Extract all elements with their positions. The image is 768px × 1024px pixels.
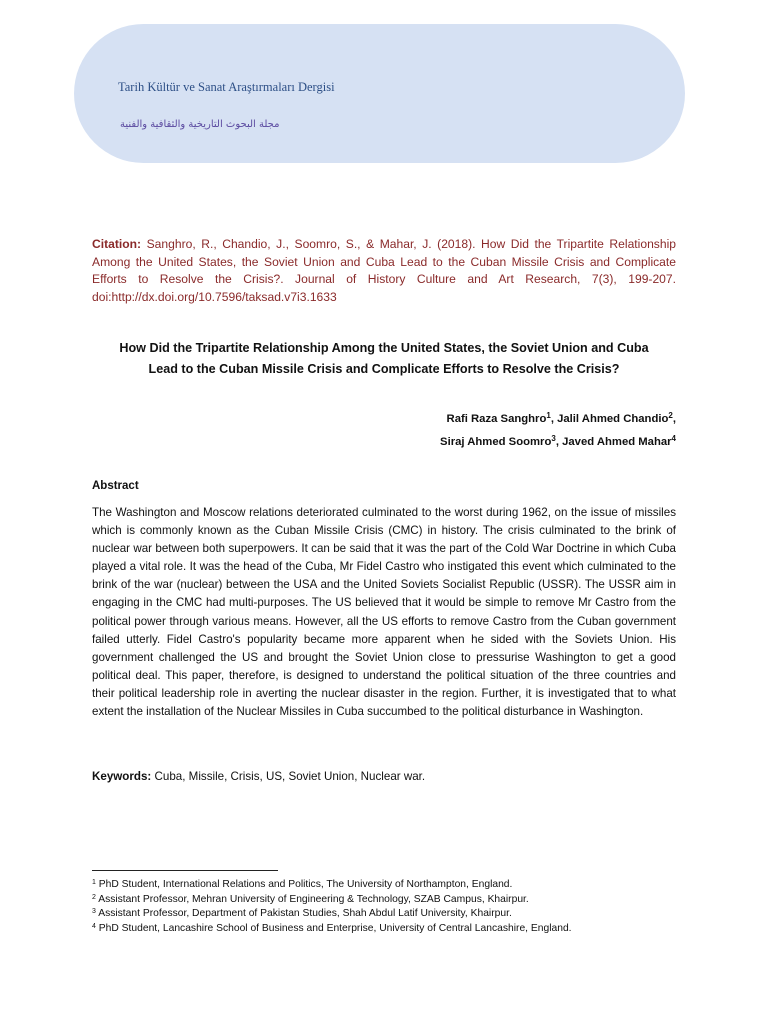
author-name: Javed Ahmed Mahar <box>562 436 672 448</box>
author-name: Jalil Ahmed Chandio <box>557 413 669 425</box>
author-separator: , <box>672 413 676 425</box>
keywords-text: Cuba, Missile, Crisis, US, Soviet Union, Nuclear war. <box>151 770 426 783</box>
keywords <box>92 770 676 783</box>
paper-title-line-2: Lead to the Cuban Missile Crisis and Complicate Efforts to Resolve the Crisis? <box>148 362 620 376</box>
footnote-text: PhD Student, Lancashire School of Business and Enterprise, University of Central Lancashire, England. <box>95 922 572 934</box>
author-separator: , <box>550 413 554 425</box>
author-list <box>92 408 676 454</box>
citation-text[interactable]: Sanghro, R., Chandio, J., Soomro, S., & Mahar, J. (2018). How Did the Tripartite Relationship Among the United States, the Soviet Union and Cuba Lead to the Cuban Missile Crisis and Complicate Efforts to Resolve the Crisis?. Journal of History Culture and Art Research, 7(3), 199-207. doi:http://dx.doi.org/10.7596/taksad.v7i3.1633 <box>92 237 676 304</box>
author-line-1 <box>92 408 676 431</box>
journal-title-arabic: مجلة البحوث التاريخية والثقافية والفنية <box>120 119 280 130</box>
footnote-text: PhD Student, International Relations and Politics, The University of Northampton, England. <box>95 879 513 890</box>
author-footnote-mark[interactable]: 1 <box>546 411 551 420</box>
author-separator: , <box>555 436 559 448</box>
footnote-mark: 1 <box>92 879 96 886</box>
footnote-mark: 4 <box>92 922 96 930</box>
abstract-heading: Abstract <box>92 480 139 492</box>
journal-title: Tarih Kültür ve Sanat Araştırmaları Dergisi <box>118 80 335 94</box>
paper-title <box>92 338 676 380</box>
footnote <box>92 878 692 893</box>
citation <box>92 236 676 306</box>
citation-label: Citation: <box>92 237 142 251</box>
author-footnote-mark[interactable]: 3 <box>551 434 556 443</box>
abstract-text: The Washington and Moscow relations deteriorated culminated to the worst during 1962, on the issue of missiles which is commonly known as the Cuban Missile Crisis (CMC) in history. The crisis culminated to the brink of nuclear war between both superpowers. It can be said that it was the part of the Cold War Doctrine in which Cuba played a vital role. It was the head of the Cuba, Mr Fidel Castro who instigated this event which culminated to the brink of the war (nuclear) between the USA and the United Soviets Socialist Republic (USSR). The USSR aim in engaging in the CMC had multi-purposes. The US believed that it would be simple to remove Mr Castro from the political power through various means. However, all the US efforts to remove Castro from the Cuban government failed utterly. Fidel Castro's popularity became more apparent when he sided with the Soviets Union. His government challenged the US and brought the Soviet Union close to pressurise Washington to get a good political deal. This paper, therefore, is designed to understand the political situation of the three countries and their political leadership role in averting the nuclear disaster in the region. Further, it is investigated that to what extent the installation of the Nuclear Missiles in Cuba succumbed to the political disturbance in Washington. <box>92 506 676 719</box>
footnote-mark: 3 <box>92 908 96 916</box>
keywords-label: Keywords: <box>92 770 152 783</box>
author-footnote-mark[interactable]: 4 <box>671 434 676 443</box>
footnote <box>92 893 692 908</box>
author-name: Siraj Ahmed Soomro <box>440 436 552 448</box>
footnote <box>92 907 692 922</box>
author-line-2 <box>92 431 676 454</box>
author-name: Rafi Raza Sanghro <box>446 413 547 425</box>
footnote-text: Assistant Professor, Department of Pakistan Studies, Shah Abdul Latif University, Khairpur. <box>95 908 512 920</box>
footnote-divider <box>92 870 278 871</box>
footnote-mark: 2 <box>92 893 96 901</box>
footnote <box>92 922 692 937</box>
author-footnote-mark[interactable]: 2 <box>668 411 673 420</box>
paper-title-line-1: How Did the Tripartite Relationship Among the United States, the Soviet Union and Cuba <box>119 341 649 355</box>
footnote-text: Assistant Professor, Mehran University of Engineering & Technology, SZAB Campus, Khairpur. <box>95 893 529 905</box>
footnotes <box>92 878 692 936</box>
